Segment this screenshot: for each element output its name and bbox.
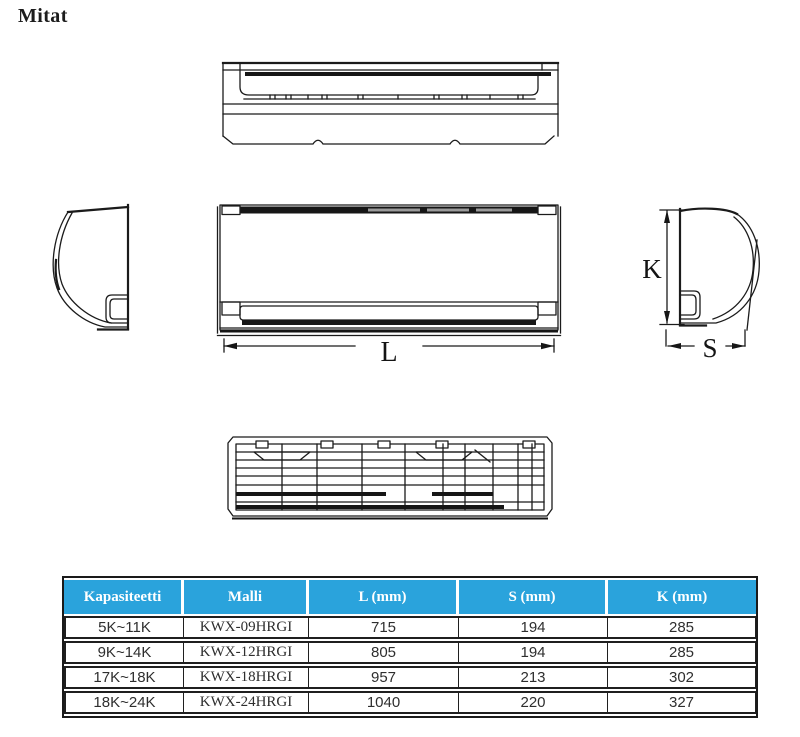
- cell-model: KWX-12HRGI: [184, 641, 309, 664]
- cell-model: KWX-18HRGI: [184, 666, 309, 689]
- left-side-view-drawing: [48, 198, 136, 338]
- page-title: Mitat: [18, 5, 68, 27]
- table-row: [64, 641, 756, 664]
- column-header-capacity: Kapasiteetti: [64, 580, 184, 614]
- cell-depth: 213: [459, 666, 608, 689]
- table-header-row: [64, 580, 756, 614]
- cell-depth: 220: [459, 691, 608, 714]
- cell-capacity: 5K~11K: [64, 616, 184, 639]
- column-header-height: K (mm): [608, 580, 756, 614]
- cell-capacity: 9K~14K: [64, 641, 184, 664]
- cell-capacity: 18K~24K: [64, 691, 184, 714]
- dimension-label-length: L: [380, 337, 398, 368]
- cell-depth: 194: [459, 641, 608, 664]
- column-header-model: Malli: [184, 580, 309, 614]
- cell-height: 327: [608, 691, 756, 714]
- front-view-drawing: [215, 200, 563, 368]
- right-side-view-drawing: [638, 194, 770, 376]
- dimension-label-height: K: [642, 254, 662, 284]
- table-row: [64, 691, 756, 714]
- table-row: [64, 666, 756, 689]
- column-header-length: L (mm): [309, 580, 459, 614]
- cell-length: 957: [309, 666, 459, 689]
- cell-height: 285: [608, 641, 756, 664]
- cell-height: 302: [608, 666, 756, 689]
- cell-length: 1040: [309, 691, 459, 714]
- top-view-drawing: [218, 58, 563, 152]
- cell-model: KWX-09HRGI: [184, 616, 309, 639]
- cell-length: 715: [309, 616, 459, 639]
- bottom-view-drawing: [220, 430, 560, 524]
- cell-length: 805: [309, 641, 459, 664]
- column-header-depth: S (mm): [459, 580, 608, 614]
- table-row: [64, 616, 756, 639]
- cell-model: KWX-24HRGI: [184, 691, 309, 714]
- cell-height: 285: [608, 616, 756, 639]
- dimensions-table: [62, 576, 758, 718]
- dimension-label-depth: S: [702, 333, 718, 363]
- cell-capacity: 17K~18K: [64, 666, 184, 689]
- cell-depth: 194: [459, 616, 608, 639]
